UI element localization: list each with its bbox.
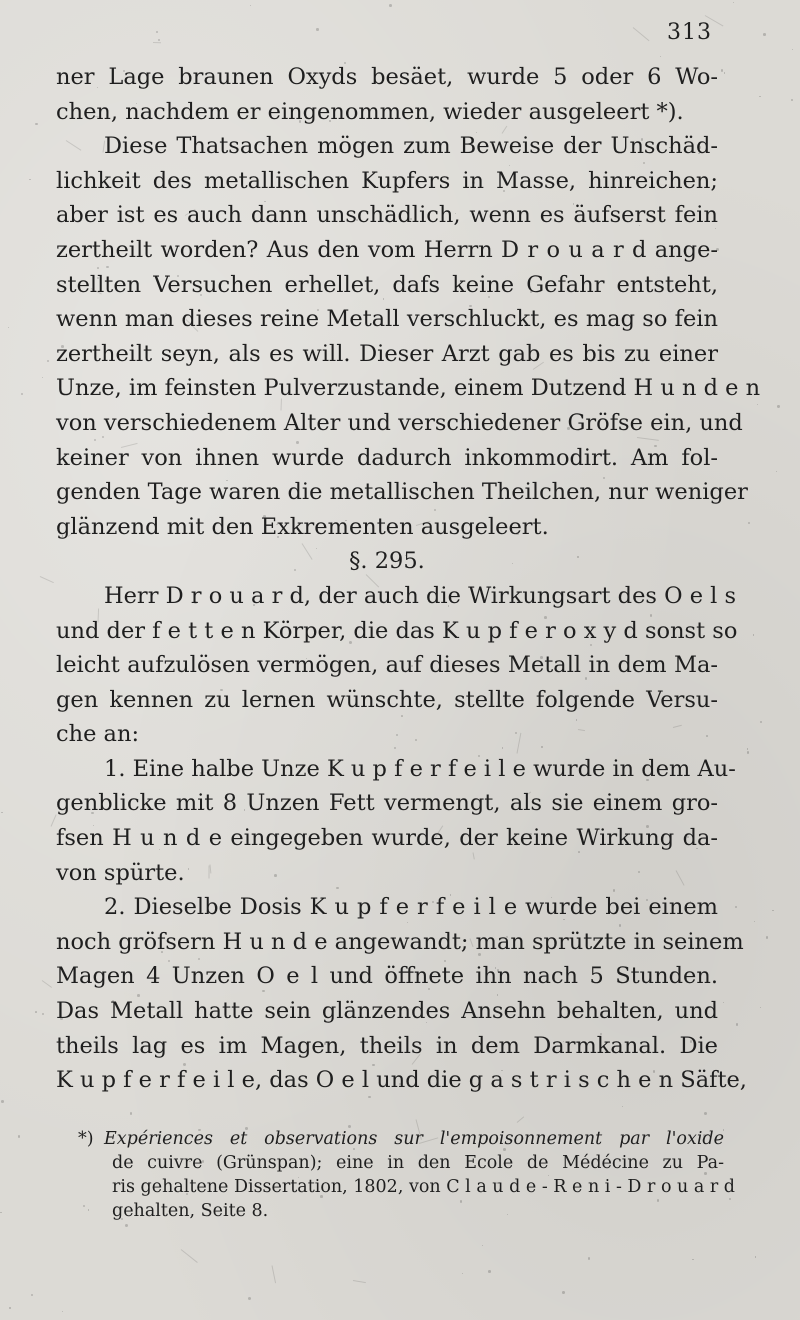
paper-speck	[488, 1270, 491, 1273]
paper-fiber	[181, 1249, 198, 1263]
body-text	[56, 60, 761, 1098]
paper-fiber	[517, 1116, 524, 1122]
page-number: 313	[667, 20, 712, 45]
paper-speck	[35, 123, 37, 125]
paper-speck	[763, 33, 766, 36]
paper-speck	[389, 4, 392, 7]
paper-speck	[721, 69, 723, 71]
paper-speck	[660, 56, 661, 57]
paper-speck	[736, 1023, 739, 1026]
paper-speck	[755, 1256, 756, 1257]
footnote-line: de cuivre (Grünspan); eine in den Ecole de Médécine zu Pa-	[112, 1153, 724, 1173]
paper-speck	[8, 327, 9, 328]
paper-speck	[754, 921, 755, 922]
paper-speck	[588, 1257, 591, 1260]
paper-speck	[753, 634, 754, 635]
paper-speck	[1, 1100, 4, 1103]
paper-speck	[792, 49, 793, 50]
paper-speck	[757, 404, 758, 405]
paper-speck	[462, 1273, 464, 1275]
text-line: von spürte.	[56, 859, 185, 886]
paper-speck	[31, 1294, 33, 1296]
paper-fiber	[40, 576, 54, 583]
text-line: zertheilt seyn, als es will. Dieser Arzt gab es bis zu einer	[56, 340, 718, 367]
paper-speck	[18, 1135, 20, 1137]
paper-speck	[772, 910, 774, 912]
paper-speck	[130, 1112, 132, 1114]
text-line: lichkeit des metallischen Kupfers in Masse, hinreichen;	[56, 167, 718, 194]
text-line: Das Metall hatte sein glänzendes Ansehn behalten, und	[56, 998, 718, 1025]
paper-speck	[760, 1007, 762, 1009]
paper-fiber	[42, 981, 52, 989]
paper-speck	[47, 360, 49, 362]
text-line: ner Lage braunen Oxyds besäet, wurde 5 oder 6 Wo-	[56, 64, 718, 90]
paper-speck	[747, 751, 749, 753]
paper-speck	[21, 393, 23, 395]
footnote-line	[56, 1127, 724, 1151]
paper-speck	[1, 812, 2, 813]
text-line: gen kennen zu lernen wünschte, stellte folgende Versu-	[56, 686, 718, 713]
paper-speck	[760, 721, 762, 723]
paper-speck	[704, 1112, 707, 1115]
paper-speck	[748, 522, 750, 524]
section-heading: §. 295.	[349, 548, 425, 575]
paper-speck	[35, 1011, 37, 1013]
paper-speck	[42, 1013, 44, 1015]
text-line: leicht aufzulösen vermögen, auf dieses Metall in dem Ma-	[56, 652, 718, 679]
paper-speck	[777, 405, 779, 407]
paper-speck	[42, 377, 43, 378]
text-line: Magen 4 Unzen O e l und öffnete ihn nach 5 Stunden.	[56, 963, 718, 990]
paper-speck	[759, 96, 760, 97]
text-line: stellten Versuchen erhellet, dafs keine Gefahr entsteht,	[56, 271, 718, 298]
paper-speck	[482, 1245, 483, 1246]
paper-speck	[791, 99, 793, 101]
text-line: genden Tage waren die metallischen Theilchen, nur weniger	[56, 479, 748, 506]
paper-speck	[29, 179, 30, 180]
text-line: noch gröfsern H u n d e angewandt; man sprützte in seinem	[56, 928, 744, 955]
text-line: che an:	[56, 721, 140, 748]
paper-speck	[622, 1106, 623, 1107]
paper-speck	[125, 1224, 128, 1227]
text-line: 1. Eine halbe Unze K u p f e r f e i l e wurde in dem Au-	[104, 755, 736, 782]
footnote-line: gehalten, Seite 8.	[112, 1201, 269, 1221]
paper-speck	[0, 1212, 2, 1214]
footnote-text: Expériences et observations sur l'empoisonnement par l'oxide	[104, 1129, 724, 1149]
paper-fiber	[633, 27, 650, 41]
text-line: wenn man dieses reine Metall verschluckt, es mag so fein	[56, 306, 718, 333]
text-line: glänzend mit den Exkrementen ausgeleert.	[56, 513, 549, 540]
footnote-line: ris gehaltene Dissertation, 1802, von C l a u d e - R e n i - D r o u a r d	[112, 1177, 736, 1197]
paper-speck	[248, 1297, 251, 1300]
paper-speck	[766, 936, 768, 938]
paper-speck	[156, 31, 158, 33]
footnote-marker: *)	[78, 1129, 94, 1149]
paper-fiber	[153, 42, 161, 43]
paper-speck	[158, 39, 160, 41]
paper-fiber	[272, 1265, 277, 1283]
text-line: Diese Thatsachen mögen zum Beweise der Unschäd-	[104, 133, 718, 160]
text-line: Herr D r o u a r d, der auch die Wirkungsart des O e l s	[104, 582, 737, 609]
paper-speck	[723, 1002, 725, 1004]
text-line: K u p f e r f e i l e, das O e l und die g a s t r i s c h e n Säfte,	[56, 1067, 747, 1094]
text-line: chen, nachdem er eingenommen, wieder ausgeleert *).	[56, 98, 684, 125]
text-line: von verschiedenem Alter und verschiedener Gröfse ein, und	[56, 409, 743, 436]
paper-speck	[9, 1307, 10, 1308]
text-line: genblicke mit 8 Unzen Fett vermengt, als sie einem gro-	[56, 790, 718, 817]
paper-speck	[735, 906, 737, 908]
paper-speck	[250, 5, 251, 6]
paper-speck	[62, 1311, 63, 1312]
paper-speck	[776, 471, 777, 472]
text-line: fsen H u n d e eingegeben wurde, der keine Wirkung da-	[56, 825, 718, 852]
paper-speck	[733, 2, 734, 3]
paper-speck	[692, 1259, 694, 1261]
paper-fiber	[353, 1280, 366, 1283]
text-line: Unze, im feinsten Pulverzustande, einem Dutzend H u n d e n	[56, 375, 761, 402]
text-line: 2. Dieselbe Dosis K u p f e r f e i l e wurde bei einem	[104, 894, 718, 921]
paper-speck	[747, 748, 749, 750]
footnote	[56, 1127, 736, 1223]
text-line: theils lag es im Magen, theils in dem Darmkanal. Die	[56, 1032, 718, 1059]
text-line: aber ist es auch dann unschädlich, wenn es äufserst fein	[56, 202, 718, 229]
text-line: zertheilt worden? Aus den vom Herrn D r o u a r d ange-	[56, 236, 718, 263]
text-line: keiner von ihnen wurde dadurch inkommodirt. Am fol-	[56, 444, 718, 471]
paper-speck	[724, 72, 726, 74]
paper-speck	[562, 1291, 565, 1294]
text-line: und der f e t t e n Körper, die das K u p f e r o x y d sonst so	[56, 617, 738, 644]
paper-speck	[316, 28, 318, 30]
